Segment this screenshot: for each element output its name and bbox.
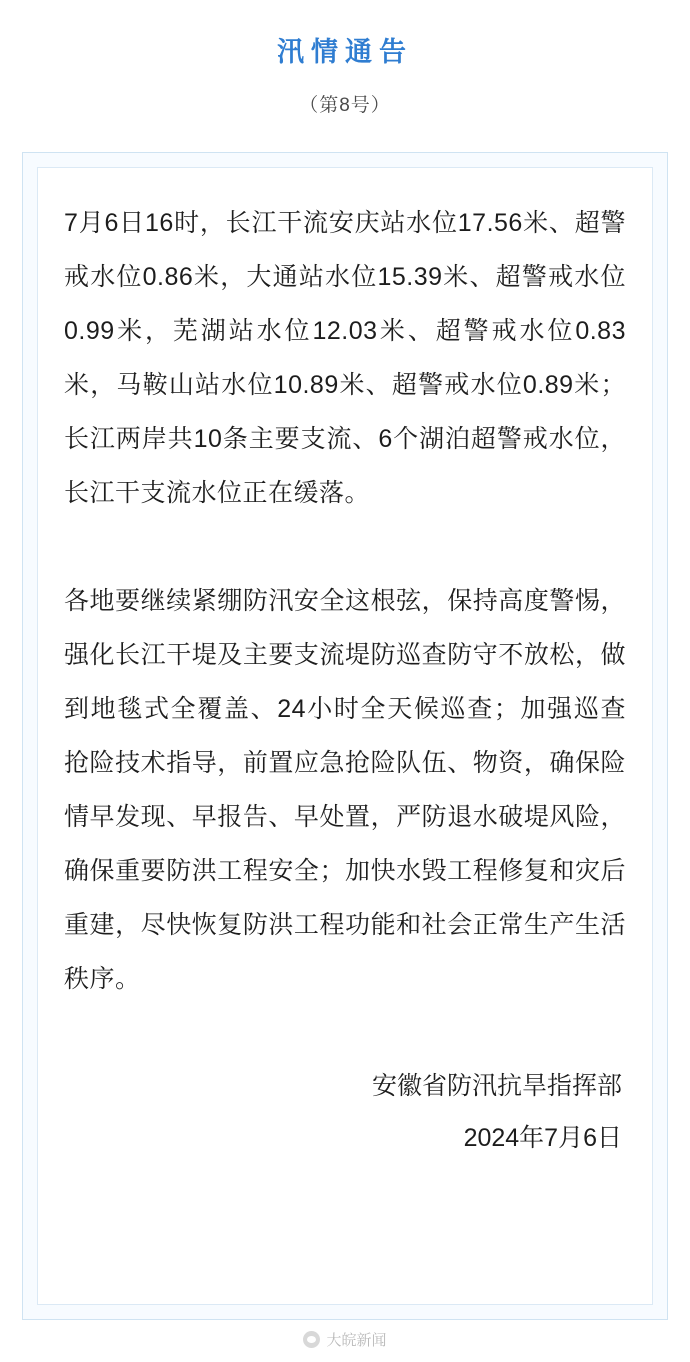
signature-block <box>64 1060 626 1164</box>
notice-card-inner <box>37 167 653 1305</box>
signature-issuer: 安徽省防汛抗旱指挥部 <box>371 1072 622 1100</box>
watermark-label: 大皖新闻 <box>326 1332 387 1349</box>
page-title: 汛情通告 <box>277 37 413 67</box>
paragraph-water-levels: 7月6日16时，长江干流安庆站水位17.56米、超警戒水位0.86米，大通站水位15.39米、超警戒水位0.99米，芜湖站水位12.03米、超警戒水位0.83米，马鞍山站水位10.89米、超警戒水位0.89米；长江两岸共10条主要支流、6个湖泊超警戒水位，长江干支流水位正在缓落。 <box>64 209 626 507</box>
weibo-icon <box>303 1331 320 1348</box>
signature-date: 2024年7月6日 <box>463 1124 622 1152</box>
notice-card <box>22 152 668 1320</box>
footer-watermark <box>0 1329 690 1350</box>
notice-number: （第8号） <box>299 95 391 117</box>
paragraph-instructions: 各地要继续紧绷防汛安全这根弦，保持高度警惕，强化长江干堤及主要支流堤防巡查防守不放松，做到地毯式全覆盖、24小时全天候巡查；加强巡查抢险技术指导，前置应急抢险队伍、物资，确保险情早发现、早报告、早处置，严防退水破堤风险，确保重要防洪工程安全；加快水毁工程修复和灾后重建，尽快恢复防洪工程功能和社会正常生产生活秩序。 <box>64 587 626 993</box>
